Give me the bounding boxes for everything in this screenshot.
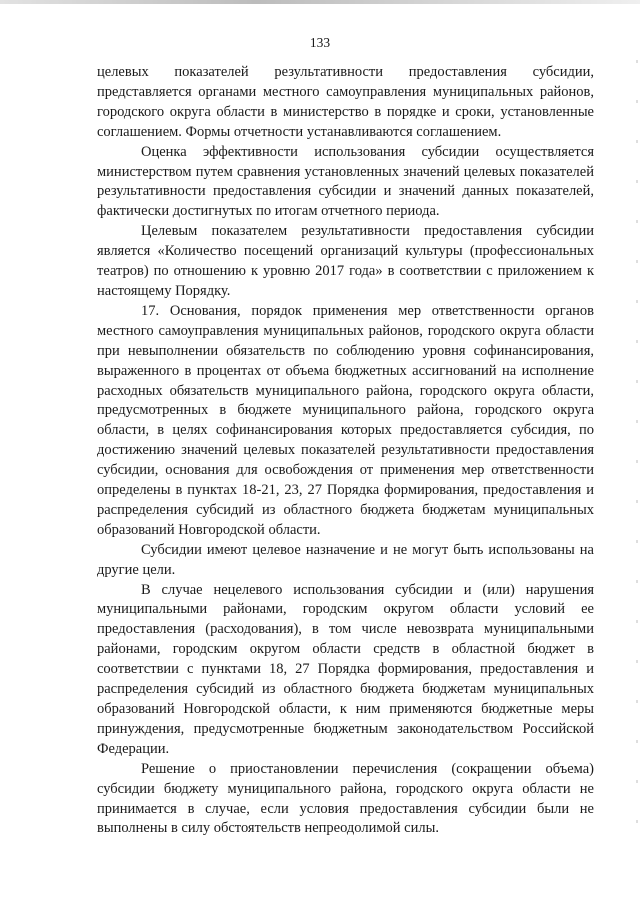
scan-edge-right [636,60,638,840]
paragraph-purpose: Субсидии имеют целевое назначение и не могут быть использованы на другие цели. [97,541,594,578]
paragraph-misuse-measures: В случае нецелевого использования субсидии и (или) нарушения муниципальными районами, городским округом области условий ее предоставления (расходования), в том числе невозврата муниципальными районами, городским округом области средств в областной бюджет в соответствии с пунктами 18, 27 Порядка формирования, предоставления и распределения субсидий из областного бюджета бюджетам муниципальных образований Новгородской области, к ним применяются бюджетные меры принуждения, предусмотренные бюджетным законодательством Российской Федерации. [97,581,594,757]
paragraph-efficiency-assessment: Оценка эффективности использования субсидии осуществляется министерством путем сравнения установленных значений целевых показателей результативности предоставления субсидии и значений данных показателей, фактически достигнутых по итогам отчетного периода. [97,143,594,220]
paragraph-reporting-continuation: целевых показателей результативности предоставления субсидии, представляется органами местного самоуправления муниципальных районов, городского округа области в министерство в порядке и сроки, установленные соглашением. Формы отчетности устанавливаются соглашением. [97,64,594,140]
paragraph-target-indicator: Целевым показателем результативности предоставления субсидии является «Количество посещений организаций культуры (профессиональных театров) по отношению к уровню 2017 года» в соответствии с приложением к настоящему Порядку. [97,223,594,299]
paragraph-force-majeure: Решение о приостановлении перечисления (сокращении объема) субсидии бюджету муниципального района, городского округа области не принимается в случае, если условия предоставления субсидии были не выполнены в силу обстоятельств непреодолимой силы. [97,760,594,837]
paragraph-item-17: 17. Основания, порядок применения мер ответственности органов местного самоуправления муниципальных районов, городского округа области при невыполнении обязательств по соблюдению уровня софинансирования, выраженного в процентах от объема бюджетных ассигнований на исполнение расходных обязательств муниципального района, городского округа области, предусмотренных в бюджете муниципального района, городского округа области, в целях софинансирования которых предоставляется субсидия, по достижению значений целевых показателей результативности предоставления субсидии, основания для освобождения от применения мер ответственности определены в пунктах 18-21, 23, 27 Порядка формирования, предоставления и распределения субсидий из областного бюджета бюджетам муниципальных образований Новгородской области. [97,302,594,538]
document-body [97,63,594,839]
page-number: 133 [309,35,331,50]
scan-edge-top [0,0,640,4]
